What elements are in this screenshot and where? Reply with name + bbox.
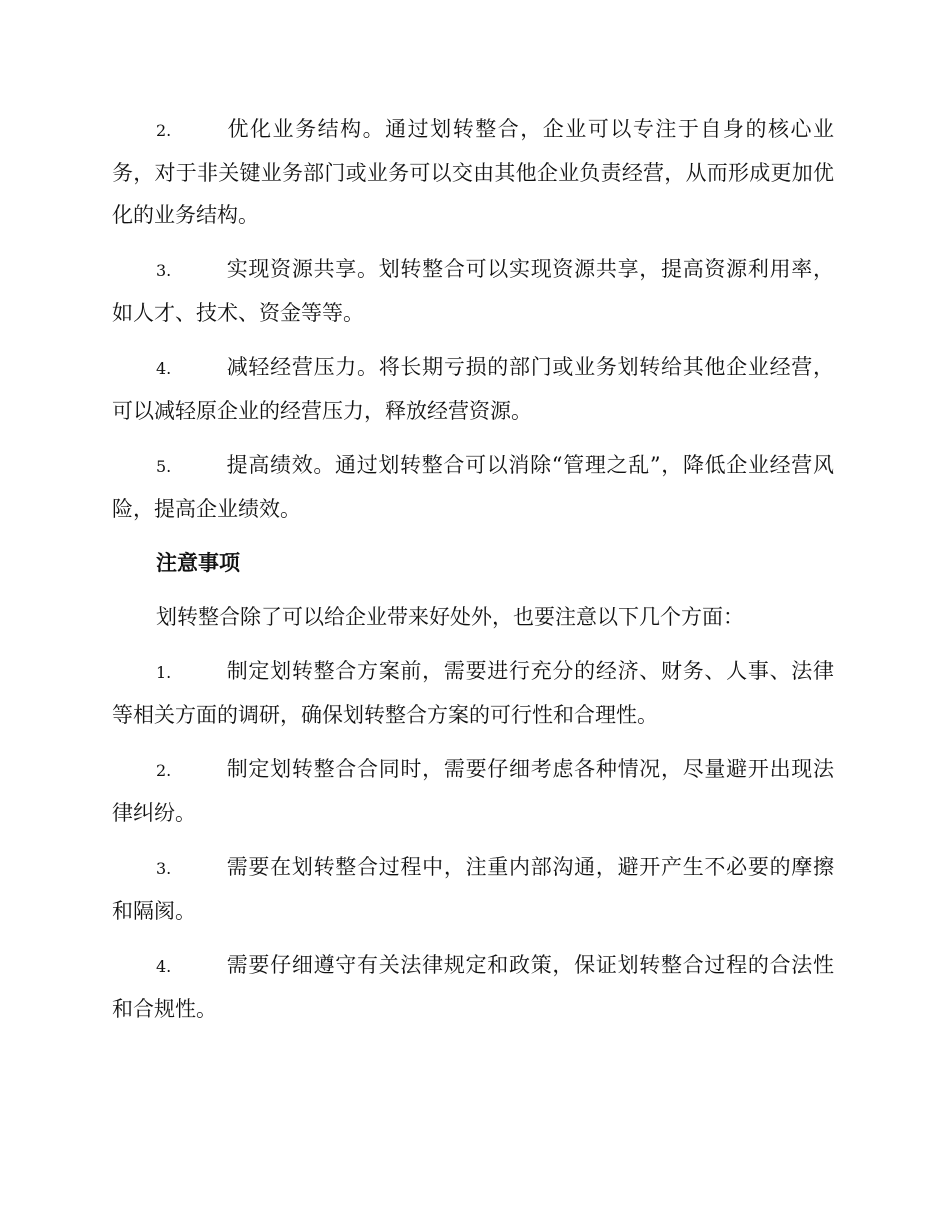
list-item-number: 2. xyxy=(156,761,172,780)
list-item-number: 4. xyxy=(156,957,172,976)
list-item-text: 需要在划转整合过程中，注重内部沟通，避开产生不必要的摩擦和隔阂。 xyxy=(112,855,834,923)
list-item-text: 制定划转整合方案前，需要进行充分的经济、财务、人事、法律等相关方面的调研，确保划转整合方案的可行性和合理性。 xyxy=(112,659,834,727)
list-item-number: 4. xyxy=(156,359,172,378)
list-item xyxy=(112,248,834,334)
list-item xyxy=(112,650,834,736)
list-item-text: 制定划转整合合同时，需要仔细考虑各种情况，尽量避开出现法律纠纷。 xyxy=(112,757,834,825)
list-item xyxy=(112,748,834,834)
section-intro: 划转整合除了可以给企业带来好处外，也要注意以下几个方面： xyxy=(156,605,744,629)
list-item-number: 3. xyxy=(156,261,172,280)
list-item xyxy=(112,346,834,432)
list-item-number: 2. xyxy=(156,121,172,140)
list-item xyxy=(112,444,834,530)
list-item xyxy=(112,846,834,932)
list-item-text: 实现资源共享。划转整合可以实现资源共享，提高资源利用率，如人才、技术、资金等等。 xyxy=(112,257,834,325)
list-item-text: 减轻经营压力。将长期亏损的部门或业务划转给其他企业经营，可以减轻原企业的经营压力，释放经营资源。 xyxy=(112,355,834,423)
list-item-text: 需要仔细遵守有关法律规定和政策，保证划转整合过程的合法性和合规性。 xyxy=(112,953,834,1021)
section-heading: 注意事项 xyxy=(156,550,240,575)
list-item-number: 5. xyxy=(156,457,172,476)
list-item-number: 3. xyxy=(156,859,172,878)
list-item xyxy=(112,944,834,1030)
list-item-text: 提高绩效。通过划转整合可以消除“管理之乱”，降低企业经营风险，提高企业绩效。 xyxy=(112,453,834,521)
list-item-text: 优化业务结构。通过划转整合，企业可以专注于自身的核心业务，对于非关键业务部门或业务可以交由其他企业负责经营，从而形成更加优化的业务结构。 xyxy=(112,117,834,227)
list-item-number: 1. xyxy=(156,663,172,682)
document-body xyxy=(112,108,834,1042)
list-item xyxy=(112,108,834,236)
